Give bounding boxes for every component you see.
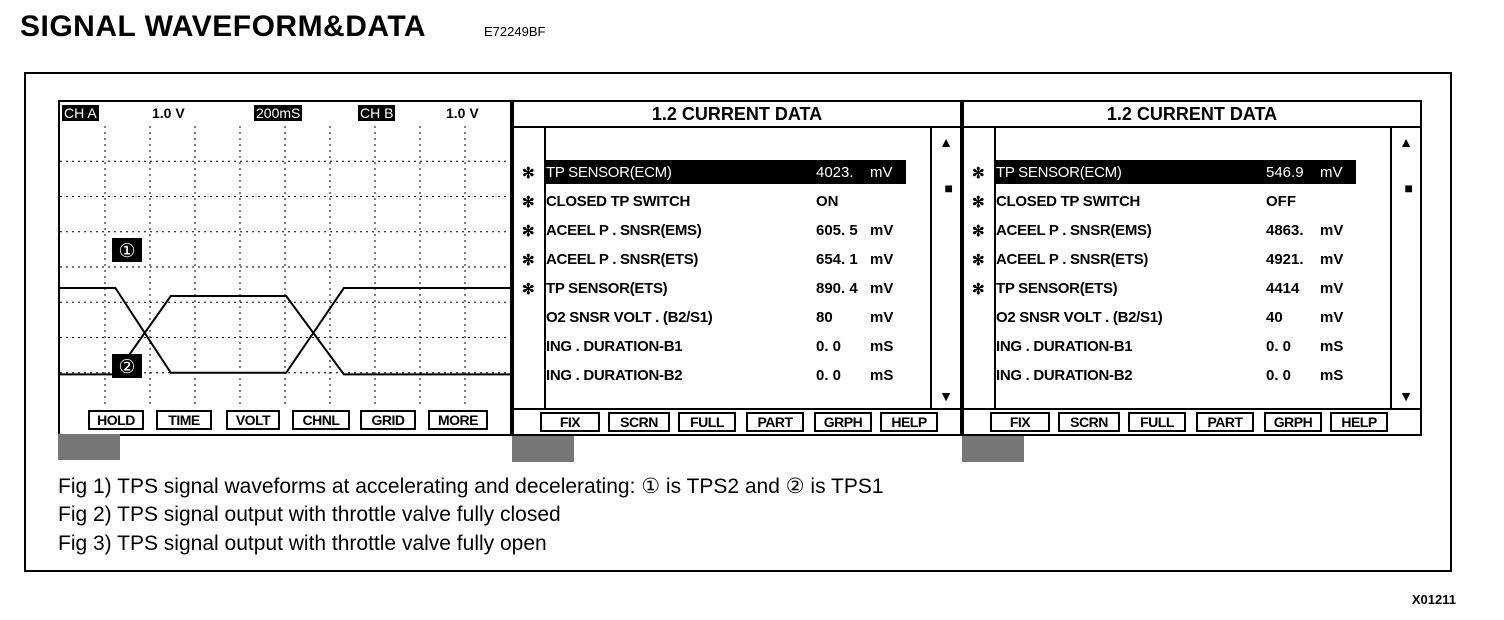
full-button[interactable]: FULL [1128,412,1186,432]
data-row[interactable] [964,363,1420,389]
data-panel-closed [512,100,962,436]
data-row[interactable] [964,276,1420,302]
data-panel-open [962,100,1422,436]
more-button[interactable]: MORE [428,410,488,430]
grid-button[interactable]: GRID [360,410,416,430]
data-row[interactable] [964,334,1420,360]
row-star-icon: ✻ [972,165,985,182]
scope-button-bar [60,408,510,434]
fig1-tag [58,434,120,460]
page-title: SIGNAL WAVEFORM&DATA [20,10,427,43]
data-row[interactable] [514,363,960,389]
row-unit: mV [870,222,894,239]
row-unit: mV [870,164,893,181]
row-value: 4863. [1266,222,1304,239]
volt-button[interactable]: VOLT [226,410,280,430]
row-unit: mV [870,251,894,268]
fix-button[interactable]: FIX [540,412,600,432]
row-label: ACEEL P . SNSR(ETS) [546,251,699,268]
fig3-tag [962,436,1024,462]
scroll-up-icon[interactable]: ▲ [1399,134,1413,150]
panel-title: 1.2 CURRENT DATA [514,102,960,128]
row-star-icon: ✻ [522,194,535,211]
row-star-icon: ✻ [972,281,985,298]
figure-code: E72249BF [484,24,546,39]
marker-1: ① [118,240,136,262]
row-label: TP SENSOR(ECM) [996,164,1122,181]
data-row[interactable] [514,218,960,244]
row-star-icon: ✻ [522,281,535,298]
data-row[interactable] [514,334,960,360]
panel-title: 1.2 CURRENT DATA [964,102,1420,128]
row-value: 80 [816,309,833,326]
fig2-tag [512,436,574,462]
caption-fig2: Fig 2) TPS signal output with throttle valve fully closed [58,503,561,526]
panel-divider-bottom [964,408,1420,410]
data-row[interactable] [514,276,960,302]
scroll-down-icon[interactable]: ▼ [939,388,953,404]
row-value: 605. 5 [816,222,858,239]
ch-a-scale[interactable]: 1.0 V [152,105,185,121]
row-unit: mS [870,367,894,384]
ch-b-label[interactable]: CH B [360,105,394,121]
fix-button[interactable]: FIX [990,412,1050,432]
chnl-button[interactable]: CHNL [292,410,350,430]
row-label: TP SENSOR(ETS) [996,280,1118,297]
row-unit: mV [1320,309,1344,326]
data-row[interactable] [964,305,1420,331]
scroll-thumb-icon[interactable]: ■ [1404,180,1413,196]
marker-2: ② [118,356,136,378]
row-unit: mS [1320,338,1344,355]
scope-header [60,102,510,126]
row-star-icon: ✻ [972,194,985,211]
row-star-icon: ✻ [972,252,985,269]
row-value: 0. 0 [816,367,842,384]
data-row[interactable] [514,305,960,331]
row-unit: mV [1320,251,1344,268]
data-row[interactable] [964,218,1420,244]
row-value: 4921. [1266,251,1304,268]
ch-a-label[interactable]: CH A [64,105,97,121]
scrn-button[interactable]: SCRN [1058,412,1120,432]
row-label: ING . DURATION-B1 [996,338,1133,355]
caption-fig1: Fig 1) TPS signal waveforms at accelerating and decelerating: ① is TPS2 and ② is TPS1 [58,475,884,498]
panel-divider-bottom [514,408,960,410]
grph-button[interactable]: GRPH [1264,412,1322,432]
row-label: O2 SNSR VOLT . (B2/S1) [546,309,713,326]
row-value: 0. 0 [1266,367,1292,384]
ch-b-scale[interactable]: 1.0 V [446,105,479,121]
caption-fig3: Fig 3) TPS signal output with throttle valve fully open [58,532,547,555]
data-row[interactable] [964,160,1420,186]
row-label: CLOSED TP SWITCH [546,193,691,210]
row-value: 0. 0 [1266,338,1292,355]
row-value: ON [816,193,839,210]
row-value: 0. 0 [816,338,842,355]
part-button[interactable]: PART [746,412,804,432]
help-button[interactable]: HELP [880,412,938,432]
scrn-button[interactable]: SCRN [608,412,670,432]
row-value: 546.9 [1266,164,1304,181]
row-label: CLOSED TP SWITCH [996,193,1141,210]
row-unit: mV [870,280,894,297]
scroll-thumb-icon[interactable]: ■ [944,180,953,196]
time-button[interactable]: TIME [156,410,212,430]
footer-code: X01211 [1411,592,1456,607]
row-value: 4414 [1266,280,1300,297]
row-label: ING . DURATION-B2 [996,367,1133,384]
row-unit: mV [1320,280,1344,297]
row-label: ING . DURATION-B1 [546,338,683,355]
row-label: O2 SNSR VOLT . (B2/S1) [996,309,1163,326]
data-row[interactable] [514,247,960,273]
scroll-down-icon[interactable]: ▼ [1399,388,1413,404]
row-label: ACEEL P . SNSR(ETS) [996,251,1149,268]
timebase[interactable]: 200mS [256,105,301,121]
oscilloscope-panel [58,100,512,436]
row-unit: mV [1320,164,1343,181]
row-star-icon: ✻ [522,165,535,182]
row-value: 890. 4 [816,280,858,297]
row-star-icon: ✻ [972,223,985,240]
row-label: ACEEL P . SNSR(EMS) [996,222,1152,239]
hold-button[interactable]: HOLD [88,410,144,430]
row-unit: mS [1320,367,1344,384]
data-row[interactable] [964,247,1420,273]
row-value: 40 [1266,309,1283,326]
row-value: OFF [1266,193,1296,210]
help-button[interactable]: HELP [1330,412,1388,432]
row-label: ING . DURATION-B2 [546,367,683,384]
grph-button[interactable]: GRPH [814,412,872,432]
row-label: TP SENSOR(ECM) [546,164,672,181]
row-unit: mV [870,309,894,326]
row-star-icon: ✻ [522,252,535,269]
row-value: 654. 1 [816,251,858,268]
scroll-up-icon[interactable]: ▲ [939,134,953,150]
row-unit: mV [1320,222,1344,239]
row-label: ACEEL P . SNSR(EMS) [546,222,702,239]
data-row[interactable] [514,189,960,215]
data-row[interactable] [514,160,960,186]
row-unit: mS [870,338,894,355]
row-value: 4023. [816,164,854,181]
full-button[interactable]: FULL [678,412,736,432]
data-row[interactable] [964,189,1420,215]
waveform-grid [60,126,510,408]
row-label: TP SENSOR(ETS) [546,280,668,297]
row-star-icon: ✻ [522,223,535,240]
part-button[interactable]: PART [1196,412,1254,432]
